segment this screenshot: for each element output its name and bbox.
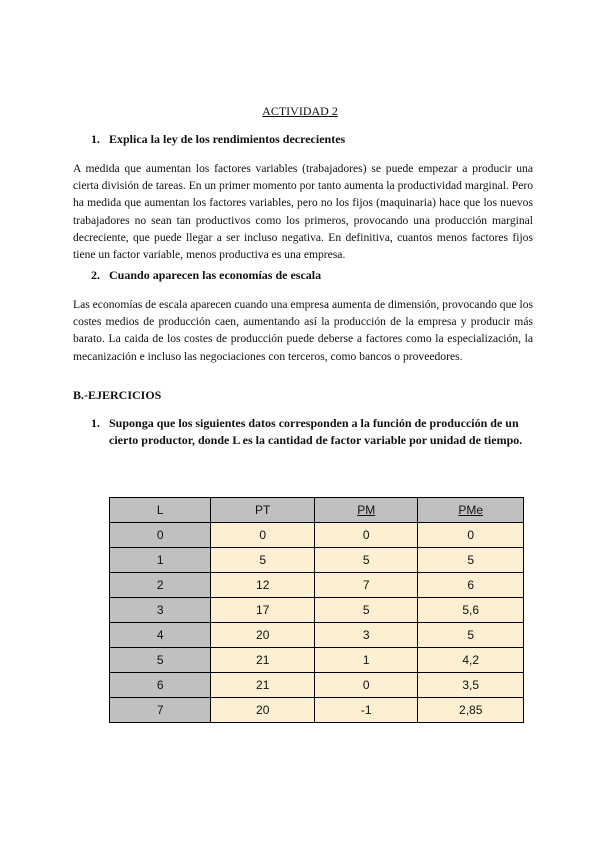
cell-pm: 7 — [314, 573, 418, 598]
header-pme: PMe — [418, 498, 524, 523]
production-table — [109, 497, 524, 723]
cell-pt: 0 — [211, 523, 314, 548]
exercises-heading: B.-EJERCICIOS — [73, 388, 162, 402]
cell-pt: 20 — [211, 698, 314, 723]
cell-pt: 5 — [211, 548, 314, 573]
header-pt: PT — [211, 498, 314, 523]
section1-number: 1. — [91, 132, 100, 146]
cell-pt: 17 — [211, 598, 314, 623]
cell-pt: 21 — [211, 648, 314, 673]
cell-pme: 5 — [418, 548, 524, 573]
section2-heading — [91, 267, 321, 284]
cell-l: 1 — [110, 548, 211, 573]
exercise1 — [91, 415, 531, 449]
cell-pm: 0 — [314, 673, 418, 698]
cell-pt: 20 — [211, 623, 314, 648]
cell-l: 5 — [110, 648, 211, 673]
header-pm: PM — [314, 498, 418, 523]
cell-pme: 4,2 — [418, 648, 524, 673]
cell-l: 2 — [110, 573, 211, 598]
section2-paragraph: Las economías de escala aparecen cuando una empresa aumenta de dimensión, provocando que los costes medios de producción caen, aumentando así la producción de la empresa y producir más barato. La caida de los costes de producción puede deberse a factores como la especialización, la mecanización e incluso las negociaciones con terceros, como bancos o proveedores. — [73, 298, 533, 363]
cell-l: 4 — [110, 623, 211, 648]
exercise1-number: 1. — [91, 416, 100, 430]
table-row — [110, 623, 524, 648]
section2-number: 2. — [91, 268, 100, 282]
cell-pme: 0 — [418, 523, 524, 548]
table-row — [110, 548, 524, 573]
exercise1-text: Suponga que los siguientes datos corresponden a la función de producción de un cierto productor, donde L es la cantidad de factor variable por unidad de tiempo. — [109, 416, 523, 447]
table-row — [110, 648, 524, 673]
cell-pm: -1 — [314, 698, 418, 723]
table-row — [110, 698, 524, 723]
cell-pt: 21 — [211, 673, 314, 698]
cell-pm: 5 — [314, 598, 418, 623]
cell-pme: 3,5 — [418, 673, 524, 698]
page-title: ACTIVIDAD 2 — [262, 104, 338, 118]
cell-pme: 2,85 — [418, 698, 524, 723]
cell-l: 3 — [110, 598, 211, 623]
table-row — [110, 523, 524, 548]
cell-pm: 3 — [314, 623, 418, 648]
table-header-row — [110, 498, 524, 523]
cell-pm: 0 — [314, 523, 418, 548]
table-row — [110, 573, 524, 598]
cell-l: 7 — [110, 698, 211, 723]
cell-pme: 6 — [418, 573, 524, 598]
section1-heading-text: Explica la ley de los rendimientos decrecientes — [109, 132, 346, 146]
cell-l: 0 — [110, 523, 211, 548]
cell-pm: 5 — [314, 548, 418, 573]
header-l: L — [110, 498, 211, 523]
cell-pm: 1 — [314, 648, 418, 673]
cell-pt: 12 — [211, 573, 314, 598]
cell-pme: 5,6 — [418, 598, 524, 623]
table-row — [110, 673, 524, 698]
section1-heading — [91, 131, 345, 148]
table-row — [110, 598, 524, 623]
cell-pme: 5 — [418, 623, 524, 648]
section1-paragraph: A medida que aumentan los factores variables (trabajadores) se puede empezar a producir una cierta división de tareas. En un primer momento por tanto aumenta la productividad marginal. Pero ha medida que aumentan los factores variables, pero no los fijos (maquinaria) hace que los nuevos trabajadores no sean tan productivos como los primeros, provocando una producción marginal decreciente, que puede llegar a ser incluso negativa. En definitiva, cuantos menos factores fijos tiene un factor variable, menos productiva es una empresa. — [73, 162, 533, 262]
cell-l: 6 — [110, 673, 211, 698]
section2-heading-text: Cuando aparecen las economías de escala — [109, 268, 322, 282]
